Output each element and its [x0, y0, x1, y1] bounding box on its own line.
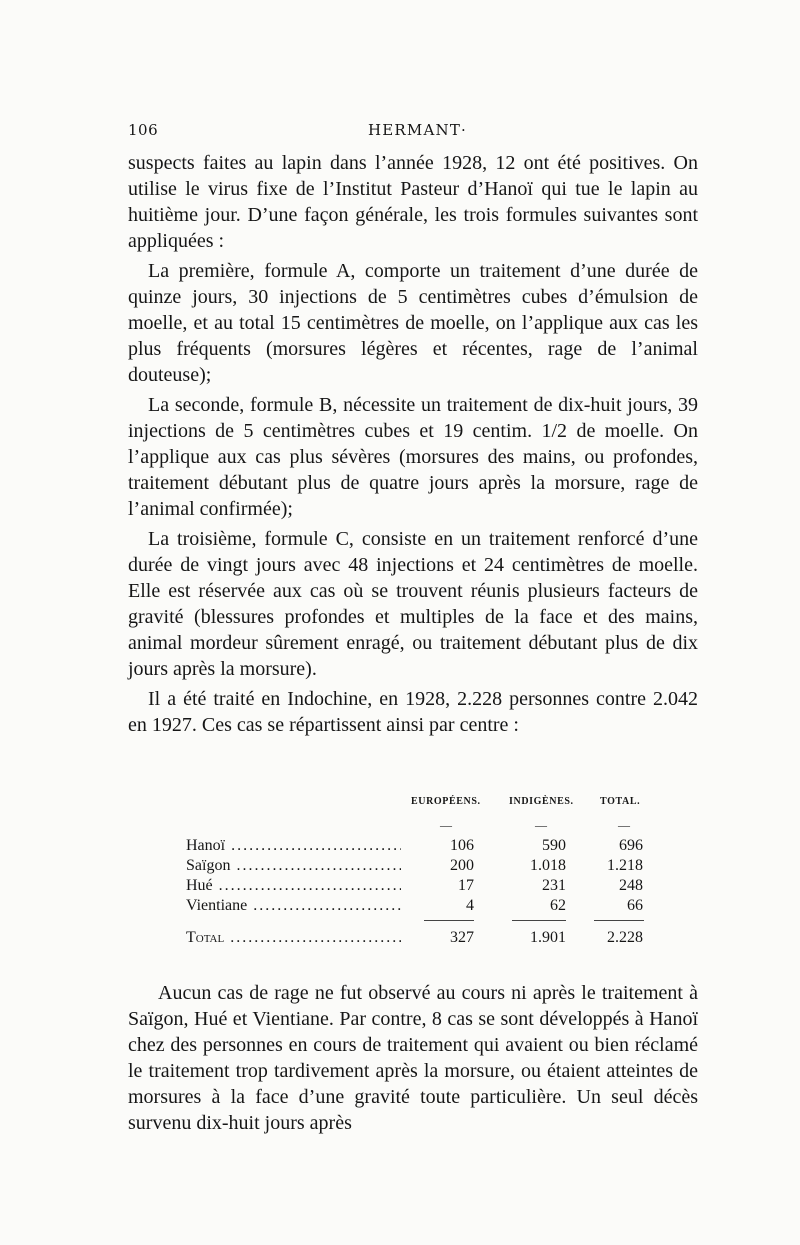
total-value: 696	[619, 837, 643, 854]
indigenes-value: 231	[542, 877, 566, 894]
paragraph-formule-c: La troisième, formule C, consiste en un traitement renforcé d’une durée de vingt jours avec 48 injections et 24 centimètres de moelle. Elle est réservée aux cas où se trouvent réunis plusieurs facteurs de gravité (blessures profondes et multiples de la face et des mains, animal mordeur sûrement enragé, ou traitement débutant plus de dix jours après la morsure).	[128, 528, 698, 680]
total-value: 248	[619, 877, 643, 894]
table-header	[186, 796, 656, 818]
europeens-value: 4	[466, 897, 474, 914]
col-header-europeens: EUROPÉENS.	[411, 796, 481, 807]
centre-table	[186, 796, 656, 948]
indigenes-value: 590	[542, 837, 566, 854]
separator-line	[594, 920, 644, 921]
body-text	[128, 150, 698, 742]
page-header	[128, 121, 683, 145]
total-value: 66	[627, 897, 643, 914]
paragraph-formule-b: La seconde, formule B, nécessite un traitement de dix-huit jours, 39 injections de 5 centimètres cubes et 19 centim. 1/2 de moelle. On l’applique aux cas plus sévères (morsures des mains, ou profondes, traitement débutant plus de quatre jours après la morsure, rage de l’animal confirmée);	[128, 394, 698, 520]
separator-line	[424, 920, 474, 921]
total-value: 1.218	[607, 857, 643, 874]
header-dashes	[186, 818, 656, 836]
running-title: HERMANT·	[368, 121, 468, 139]
dash: —	[535, 818, 547, 832]
separator-line	[512, 920, 566, 921]
paragraph-closing: Aucun cas de rage ne fut observé au cours ni après le traitement à Saïgon, Hué et Vientiane. Par contre, 8 cas se sont développés à Hanoï chez des personnes en cours de traitement qui avaient ou bien réclamé le traitement trop tardivement après la morsure, ou étaient atteintes de morsures à la face d’une gravité toute particulière. Un seul décès survenu dix-huit jours après	[128, 982, 698, 1134]
col-header-total: TOTAL.	[600, 796, 641, 807]
total-label: Total .....	[186, 928, 401, 948]
closing-text	[128, 980, 698, 1136]
page-number: 106	[128, 121, 159, 139]
col-header-indigenes: INDIGÈNES.	[509, 796, 574, 807]
grand-total: 2.228	[607, 929, 643, 946]
indigenes-value: 1.018	[530, 857, 566, 874]
dash: —	[440, 818, 452, 832]
total-separator	[186, 916, 656, 928]
dash: —	[618, 818, 630, 832]
europeens-value: 106	[450, 837, 474, 854]
table-row	[186, 896, 656, 916]
table-row	[186, 876, 656, 896]
paragraph-formule-a: La première, formule A, comporte un traitement d’une durée de quinze jours, 30 injections de 5 centimètres cubes d’émulsion de moelle, et au total 15 centimètres de moelle, on l’applique aux cas les plus fréquents (morsures légères et récentes, rage de l’animal douteuse);	[128, 260, 698, 386]
table-row	[186, 856, 656, 876]
table-row	[186, 836, 656, 856]
paragraph-continued: suspects faites au lapin dans l’année 1928, 12 ont été positives. On utilise le virus fixe de l’Institut Pasteur d’Hanoï qui tue le lapin au huitième jour. D’une façon générale, les trois formules suivantes sont appliquées :	[128, 152, 698, 252]
centre-name: Saïgon .....	[186, 856, 401, 876]
table-total-row	[186, 928, 656, 948]
centre-name: Hanoï .....	[186, 836, 401, 856]
indigenes-value: 62	[550, 897, 566, 914]
centre-name: Vientiane .....	[186, 896, 401, 916]
centre-name: Hué .....	[186, 876, 401, 896]
europeens-value: 200	[450, 857, 474, 874]
europeens-total: 327	[450, 929, 474, 946]
europeens-value: 17	[458, 877, 474, 894]
paragraph-indochine: Il a été traité en Indochine, en 1928, 2.228 personnes contre 2.042 en 1927. Ces cas se répartissent ainsi par centre :	[128, 688, 698, 736]
indigenes-total: 1.901	[530, 929, 566, 946]
